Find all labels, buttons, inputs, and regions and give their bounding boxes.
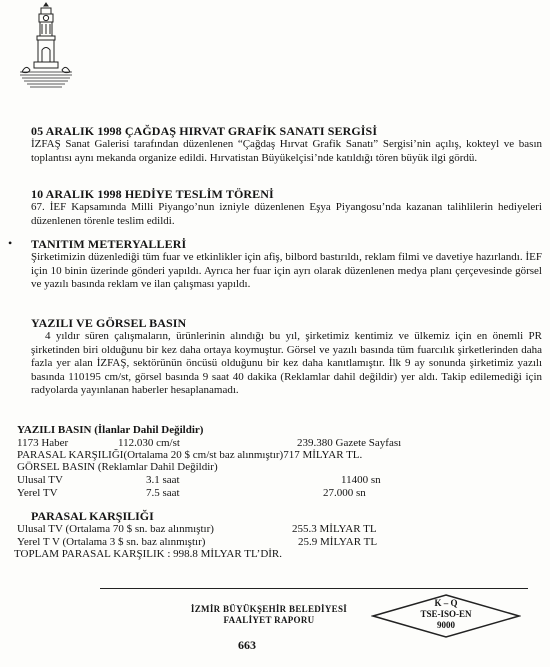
stat-ulusal-tv-sn: 11400 sn	[341, 474, 381, 486]
section-hediye-teslim	[31, 187, 542, 228]
section-tanitim	[31, 237, 542, 292]
section-body: Şirketimizin düzenlediği tüm fuar ve etkinlikler için afiş, bilbord bastırıldı, reklam filmi ve davetiye hazırlandı. İEF için 10 binin üzerinde gönderi yapıldı. Ayrıca her fuar için ayrı olarak düzenlenen medya planı çerçevesinde görsel ve yazılı basında reklam ve ilan çalışması yapıldı.	[31, 251, 542, 290]
gorsel-basin-title: GÖRSEL BASIN (Reklamlar Dahil Değildir)	[17, 461, 218, 473]
parasal-yerel-value: 25.9 MİLYAR TL	[298, 536, 378, 548]
bullet-dot: •	[8, 236, 13, 250]
footer-org-line1: İZMİR BÜYÜKŞEHİR BELEDİYESİ	[190, 604, 348, 614]
parasal-title: PARASAL KARŞILIĞI	[31, 509, 154, 523]
stat-ulusal-tv-saat: 3.1 saat	[146, 474, 180, 486]
parasal-ulusal-value: 255.3 MİLYAR TL	[292, 523, 377, 535]
footer-org	[178, 604, 360, 626]
section-sergi	[31, 124, 542, 165]
stat-gazete-sayfasi: 239.380 Gazete Sayfası	[297, 437, 402, 449]
stat-cm-st: 112.030 cm/st	[118, 437, 180, 449]
stat-yerel-tv-sn: 27.000 sn	[323, 487, 366, 499]
yazili-basin-title: YAZILI BASIN (İlanlar Dahil Değildir)	[17, 424, 204, 436]
badge-line1: K – Q	[434, 598, 458, 608]
stat-yerel-tv-saat: 7.5 saat	[146, 487, 180, 499]
parasal-yerel-label: Yerel T V (Ortalama 3 $ sn. baz alınmıştır)	[17, 536, 206, 548]
section-body: 67. İEF Kapsamında Milli Piyango’nun izniyle düzenlenen Eşya Piyangosu’nda kazanan talihlilerin hediyeleri düzenlenen törenle teslim edildi.	[31, 201, 542, 227]
footer-rule	[100, 588, 528, 589]
stat-haber: 1173 Haber	[17, 437, 69, 449]
section-title: TANITIM METERYALLERİ	[31, 237, 187, 251]
stat-yerel-tv-label: Yerel TV	[17, 487, 58, 499]
page-number: 663	[238, 638, 256, 652]
section-body: 4 yıldır süren çalışmaların, ürünlerinin alındığı bu yıl, şirketimiz kentimiz ve ülkemiz için en önemli PR şirketinden biri olduğunu bir kez daha ortaya koymuştur. Görsel ve yazılı basında tüm fuarcılık şirketlerinden daha fazla yer alan İZFAŞ, sektörünün öncüsü olduğunu bir kez daha kanıtlamıştır. İlk 9 ay sonunda şirketimiz yazılı basında 110195 cm/st, görsel basında 9 saat 40 dakika (Reklamlar dahil değildir) yer aldı. Takip edilemediği için radyolarda yayınlanan haberler hesaplanamadı.	[31, 330, 542, 396]
badge-line3: 9000	[437, 620, 455, 630]
parasal-ulusal-label: Ulusal TV (Ortalama 70 $ sn. baz alınmıştır)	[17, 523, 214, 535]
section-title: 10 ARALIK 1998 HEDİYE TESLİM TÖRENİ	[31, 187, 274, 201]
section-body: İZFAŞ Sanat Galerisi tarafından düzenlenen “Çağdaş Hırvat Grafik Sanatı” Sergisi’nin açılış, kokteyl ve basın toplantısı aynı mekanda organize edildi. Hırvatistan Büyükelçisi’nde katıldığı tören büyük ilgi gördü.	[31, 138, 542, 164]
tse-iso-badge	[371, 598, 521, 631]
badge-line2: TSE-ISO-EN	[420, 609, 472, 619]
clock-tower-logo-icon	[18, 2, 74, 88]
toplam-parasal: TOPLAM PARASAL KARŞILIK : 998.8 MİLYAR TL’DİR.	[14, 548, 283, 560]
section-title: 05 ARALIK 1998 ÇAĞDAŞ HIRVAT GRAFİK SANATI SERGİSİ	[31, 124, 378, 138]
stat-parasal-yazili: PARASAL KARŞILIĞI(Ortalama 20 $ cm/st baz alınmıştır)717 MİLYAR TL.	[17, 449, 363, 461]
section-yazili-gorsel-basin	[31, 316, 542, 398]
stat-ulusal-tv-label: Ulusal TV	[17, 474, 63, 486]
footer-org-line2: FAALİYET RAPORU	[223, 615, 315, 625]
section-title: YAZILI VE GÖRSEL BASIN	[31, 316, 187, 330]
